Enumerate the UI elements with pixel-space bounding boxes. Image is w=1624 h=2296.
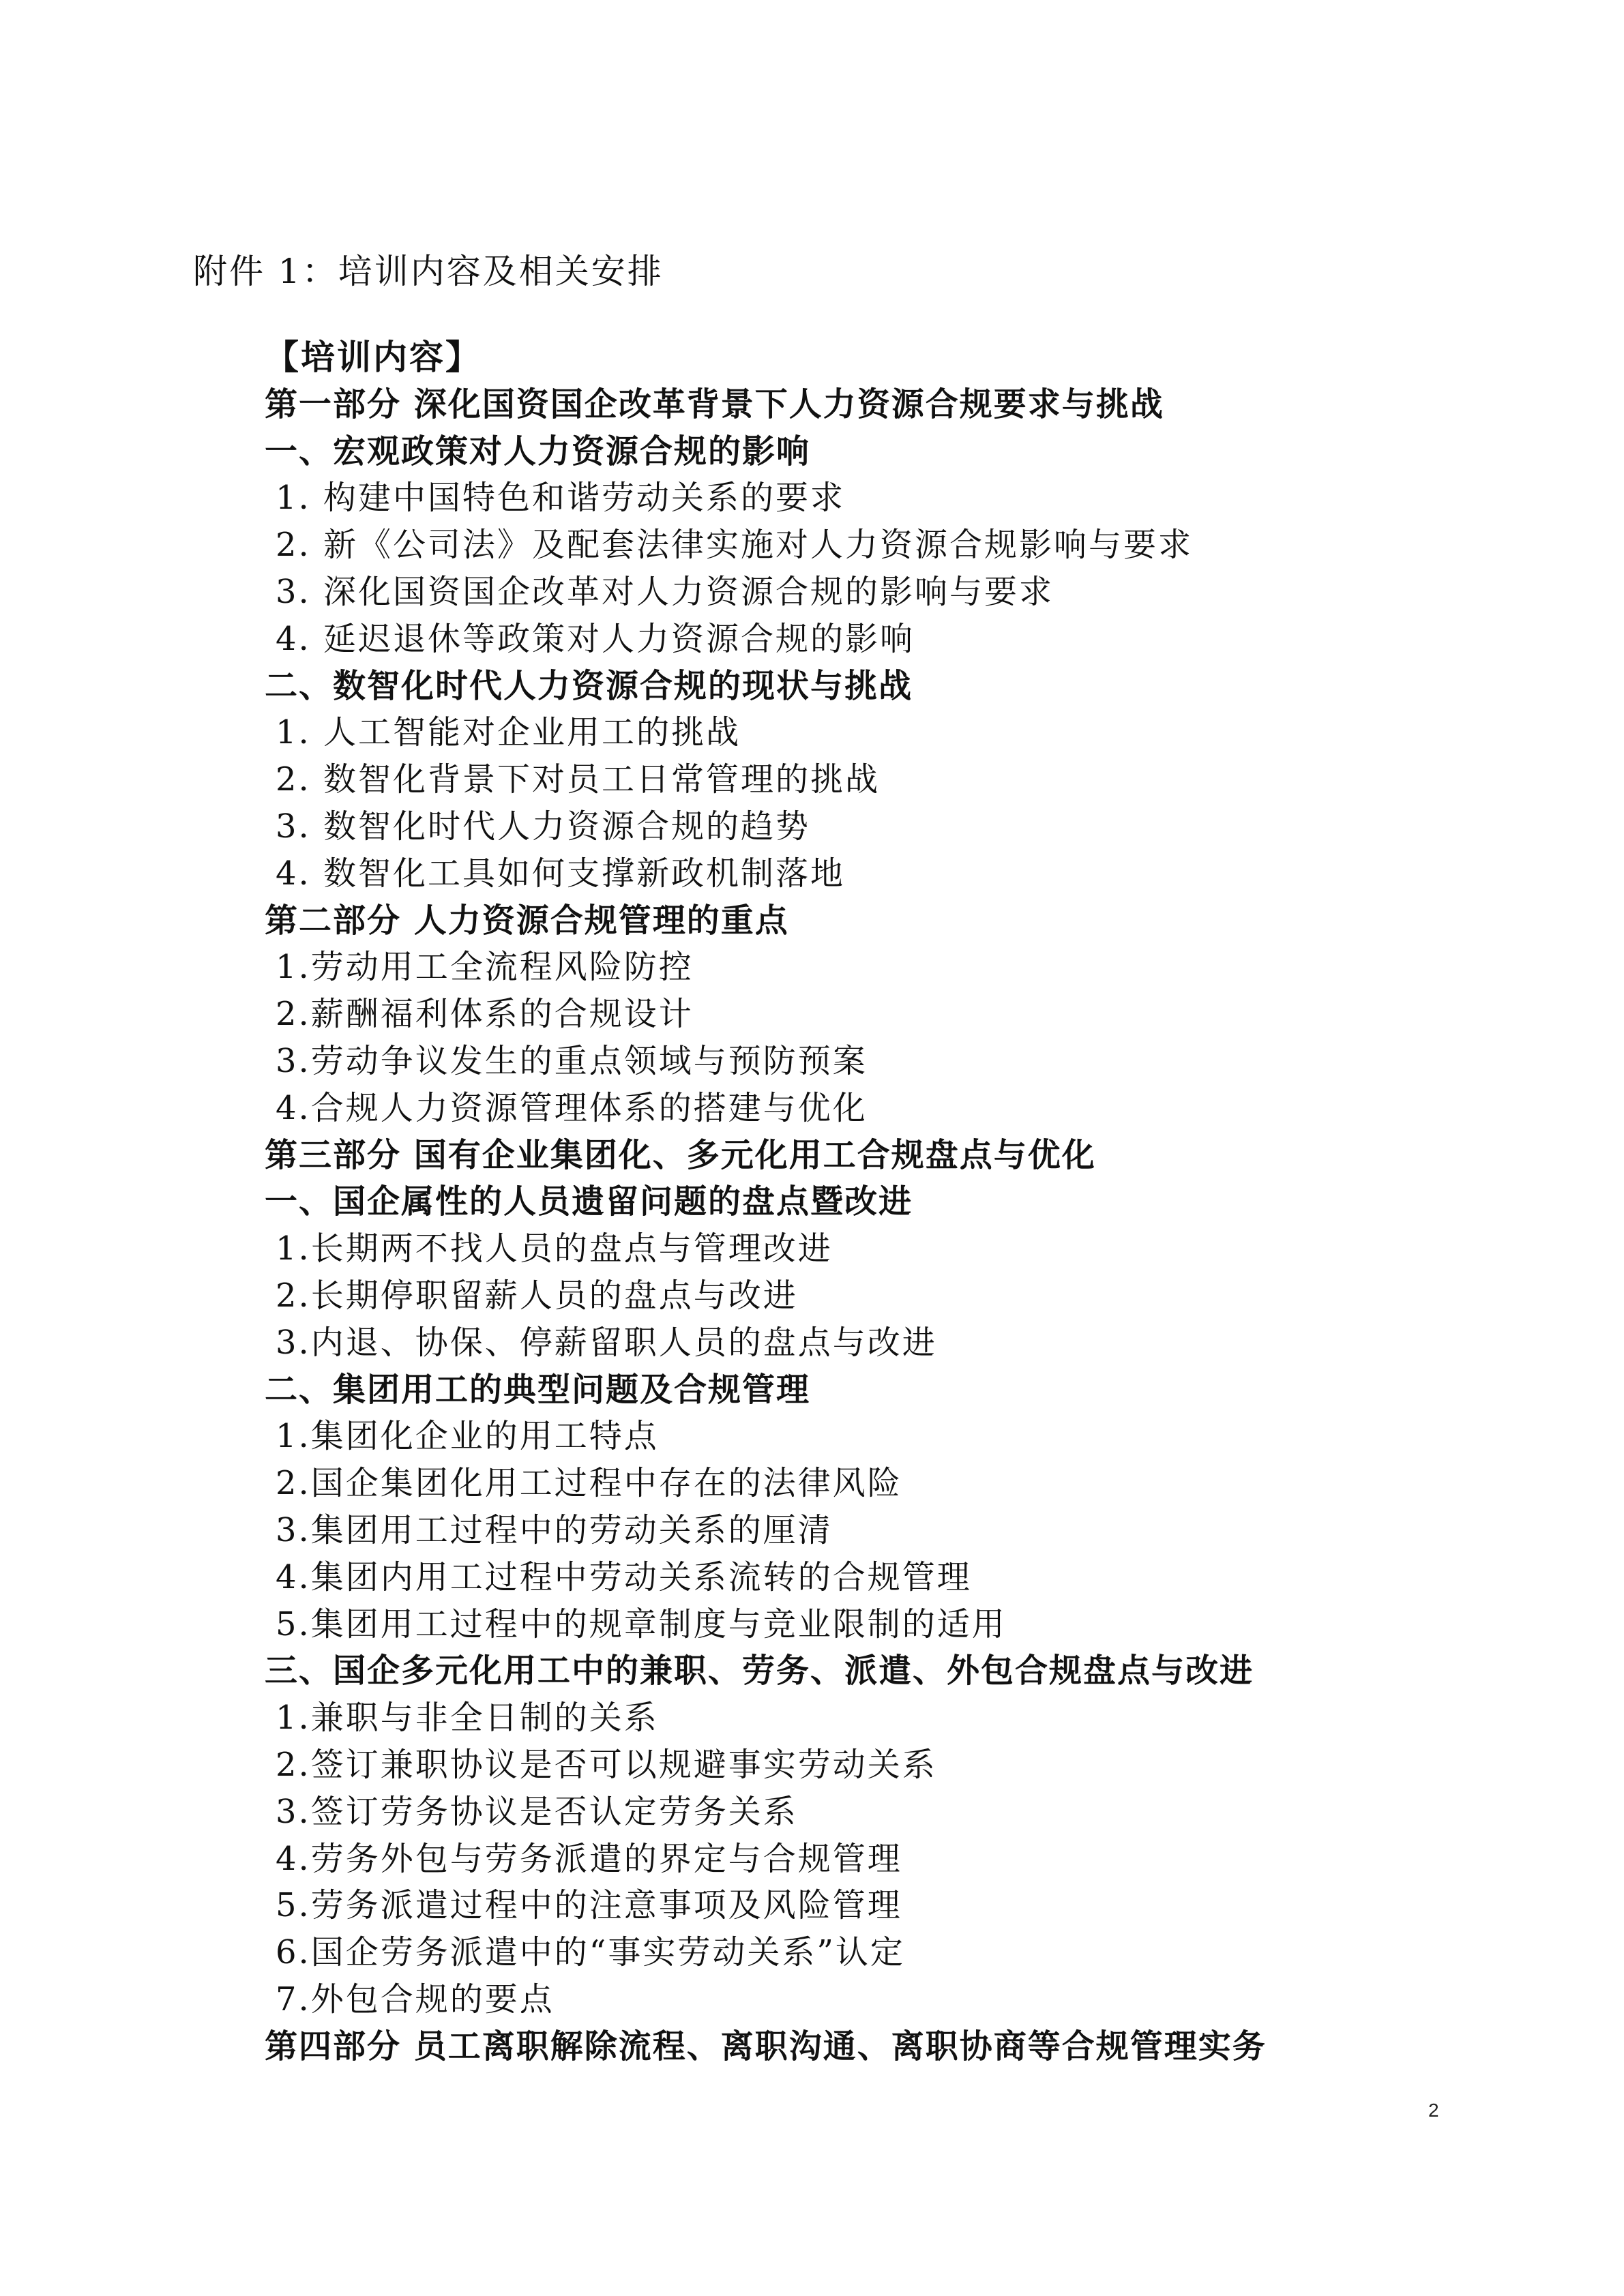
list-item: 1.长期两不找人员的盘点与管理改进 xyxy=(276,1229,833,1268)
section-title: 【培训内容】 xyxy=(265,338,482,377)
section-heading: 第四部分 员工离职解除流程、离职沟通、离职协商等合规管理实务 xyxy=(265,2027,1267,2066)
list-item: 3.劳动争议发生的重点领域与预防预案 xyxy=(276,1041,868,1080)
section-heading: 第一部分 深化国资国企改革背景下人力资源合规要求与挑战 xyxy=(265,385,1164,423)
list-item: 3. 深化国资国企改革对人力资源合规的影响与要求 xyxy=(276,572,1054,611)
section-heading: 第三部分 国有企业集团化、多元化用工合规盘点与优化 xyxy=(265,1135,1096,1174)
list-item: 4. 延迟退休等政策对人力资源合规的影响 xyxy=(276,619,915,658)
section-heading: 二、集团用工的典型问题及合规管理 xyxy=(265,1370,811,1409)
section-heading: 三、国企多元化用工中的兼职、劳务、派遣、外包合规盘点与改进 xyxy=(265,1652,1254,1690)
list-item: 3.内退、协保、停薪留职人员的盘点与改进 xyxy=(276,1323,937,1362)
list-item: 2.薪酬福利体系的合规设计 xyxy=(276,995,694,1034)
list-item: 5.集团用工过程中的规章制度与竞业限制的适用 xyxy=(276,1605,1007,1643)
list-item: 1. 构建中国特色和谐劳动关系的要求 xyxy=(276,479,846,518)
list-item: 2.国企集团化用工过程中存在的法律风险 xyxy=(276,1464,902,1503)
list-item: 1.兼职与非全日制的关系 xyxy=(276,1699,659,1738)
section-heading: 一、国企属性的人员遗留问题的盘点暨改进 xyxy=(265,1182,913,1221)
list-item: 4.劳务外包与劳务派遣的界定与合规管理 xyxy=(276,1839,902,1878)
list-item: 4. 数智化工具如何支撑新政机制落地 xyxy=(276,854,846,893)
attachment-title: 附件 1：培训内容及相关安排 xyxy=(193,252,664,291)
list-item: 2.签订兼职协议是否可以规避事实劳动关系 xyxy=(276,1745,937,1784)
list-item: 3.集团用工过程中的劳动关系的厘清 xyxy=(276,1510,833,1549)
list-item: 1. 人工智能对企业用工的挑战 xyxy=(276,713,741,752)
list-item: 2. 新《公司法》及配套法律实施对人力资源合规影响与要求 xyxy=(276,526,1194,565)
page-number: 2 xyxy=(1428,2100,1439,2121)
list-item: 1.集团化企业的用工特点 xyxy=(276,1417,659,1456)
list-item: 1.劳动用工全流程风险防控 xyxy=(276,948,694,987)
list-item: 2. 数智化背景下对员工日常管理的挑战 xyxy=(276,760,881,799)
list-item: 5.劳务派遣过程中的注意事项及风险管理 xyxy=(276,1886,902,1925)
list-item: 2.长期停职留薪人员的盘点与改进 xyxy=(276,1276,798,1315)
list-item: 7.外包合规的要点 xyxy=(276,1980,555,2018)
list-item: 6.国企劳务派遣中的“事实劳动关系”认定 xyxy=(276,1933,905,1972)
section-heading: 第二部分 人力资源合规管理的重点 xyxy=(265,901,789,940)
training-content xyxy=(265,334,1561,2070)
list-item: 3.签订劳务协议是否认定劳务关系 xyxy=(276,1792,798,1831)
list-item: 4.合规人力资源管理体系的搭建与优化 xyxy=(276,1088,868,1127)
list-item: 4.集团内用工过程中劳动关系流转的合规管理 xyxy=(276,1557,972,1596)
section-heading: 二、数智化时代人力资源合规的现状与挑战 xyxy=(265,666,913,705)
list-item: 3. 数智化时代人力资源合规的趋势 xyxy=(276,807,811,846)
section-heading: 一、宏观政策对人力资源合规的影响 xyxy=(265,432,811,471)
